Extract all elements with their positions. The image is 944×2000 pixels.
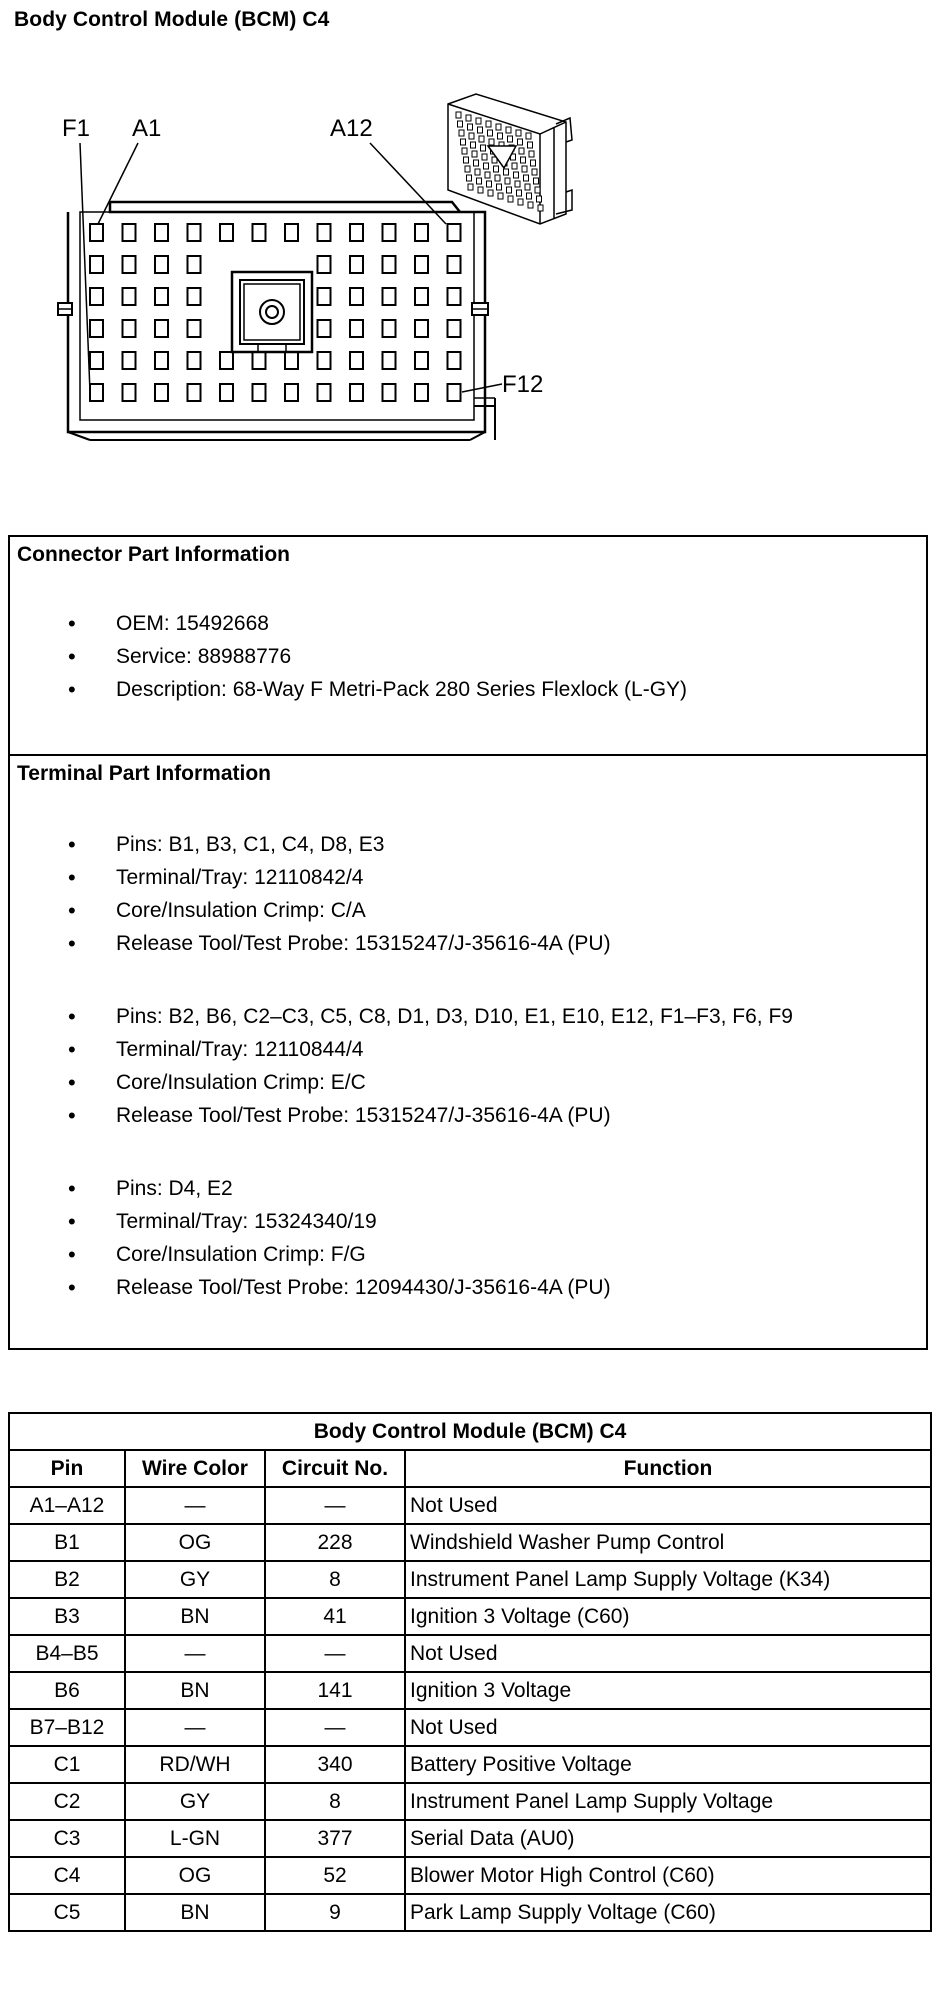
list-item: • Core/Insulation Crimp: C/A: [10, 894, 926, 927]
connector-info-heading: Connector Part Information: [17, 543, 291, 566]
function-cell: Instrument Panel Lamp Supply Voltage: [405, 1783, 931, 1820]
terminal-cavity-F11: [415, 384, 428, 401]
thumbnail-cavity: [472, 151, 477, 157]
wire-color-cell: RD/WH: [125, 1746, 265, 1783]
terminal-cavity-A8: [318, 224, 331, 241]
pin-cell: B6: [9, 1672, 125, 1709]
terminal-cavity-F8: [318, 384, 331, 401]
wire-color-cell: OG: [125, 1524, 265, 1561]
page-title: Body Control Module (BCM) C4: [14, 8, 330, 31]
function-cell: Instrument Panel Lamp Supply Voltage (K34): [405, 1561, 931, 1598]
thumbnail-cavity: [478, 187, 483, 193]
wire-color-cell: BN: [125, 1598, 265, 1635]
terminal-cavity-E5: [220, 352, 233, 369]
terminal-cavity-F9: [350, 384, 363, 401]
terminal-info-heading: Terminal Part Information: [17, 762, 271, 785]
table-row: [9, 1524, 931, 1561]
thumbnail-cavity: [534, 178, 539, 184]
thumbnail-cavity: [514, 172, 519, 178]
circuit-no-cell: —: [265, 1635, 405, 1672]
terminal-cavity-F1: [90, 384, 103, 401]
thumbnail-cavity: [507, 187, 512, 193]
terminal-cavity-A4: [188, 224, 201, 241]
list-item: • Pins: D4, E2: [10, 1172, 926, 1205]
function-cell: Serial Data (AU0): [405, 1820, 931, 1857]
thumbnail-cavity: [484, 163, 489, 169]
thumbnail-cavity: [461, 139, 466, 145]
thumbnail-cavity: [476, 118, 481, 124]
terminal-cavity-D9: [350, 320, 363, 337]
function-cell: Blower Motor High Control (C60): [405, 1857, 931, 1894]
thumbnail-cavity: [488, 190, 493, 196]
circuit-no-cell: 377: [265, 1820, 405, 1857]
terminal-cavity-D1: [90, 320, 103, 337]
circuit-no-cell: 9: [265, 1894, 405, 1931]
list-item: • OEM: 15492668: [10, 607, 926, 640]
list-item: • Terminal/Tray: 12110842/4: [10, 861, 926, 894]
thumbnail-cavity: [528, 202, 533, 208]
connector-part-information: [10, 537, 926, 756]
thumbnail-cavity: [464, 157, 469, 163]
pin-cell: B3: [9, 1598, 125, 1635]
thumbnail-cavity: [466, 115, 471, 121]
thumbnail-cavity: [498, 193, 503, 199]
terminal-cavity-A12: [448, 224, 461, 241]
thumbnail-cavity: [496, 124, 501, 130]
table-row: [9, 1635, 931, 1672]
pin-cell: A1–A12: [9, 1487, 125, 1524]
thumbnail-cavity: [522, 166, 527, 172]
list-item: • Pins: B1, B3, C1, C4, D8, E3: [10, 828, 926, 861]
terminal-cavity-A2: [123, 224, 136, 241]
function-cell: Windshield Washer Pump Control: [405, 1524, 931, 1561]
terminal-cavity-E8: [318, 352, 331, 369]
terminal-cavity-F2: [123, 384, 136, 401]
thumbnail-cavity: [527, 193, 532, 199]
thumbnail-cavity: [482, 154, 487, 160]
circuit-no-cell: 8: [265, 1561, 405, 1598]
thumbnail-cavity: [474, 160, 479, 166]
terminal-cavity-D10: [383, 320, 396, 337]
table-row: [9, 1487, 931, 1524]
table-row: [9, 1857, 931, 1894]
table-row: [9, 1598, 931, 1635]
pin-table: [8, 1412, 932, 1932]
pin-cell: B4–B5: [9, 1635, 125, 1672]
terminal-cavity-E1: [90, 352, 103, 369]
wire-color-cell: —: [125, 1709, 265, 1746]
thumbnail-cavity: [517, 190, 522, 196]
thumbnail-cavity: [508, 196, 513, 202]
list-item: • Release Tool/Test Probe: 15315247/J-35616-4A (PU): [10, 1099, 926, 1132]
terminal-cavity-A11: [415, 224, 428, 241]
thumbnail-cavity: [458, 121, 463, 127]
list-item: • Pins: B2, B6, C2–C3, C5, C8, D1, D3, D10, E1, E10, E12, F1–F3, F6, F9: [10, 1000, 926, 1033]
thumbnail-cavity: [518, 139, 523, 145]
thumbnail-cavity: [516, 130, 521, 136]
thumbnail-cavity: [515, 181, 520, 187]
circuit-no-cell: 8: [265, 1783, 405, 1820]
terminal-cavity-B9: [350, 256, 363, 273]
connector-info-list: [10, 607, 926, 706]
thumbnail-cavity: [525, 184, 530, 190]
terminal-cavity-F7: [285, 384, 298, 401]
terminal-cavity-B10: [383, 256, 396, 273]
thumbnail-cavity: [481, 145, 486, 151]
terminal-cavity-F3: [155, 384, 168, 401]
circuit-no-cell: —: [265, 1487, 405, 1524]
pin-cell: C3: [9, 1820, 125, 1857]
terminal-cavity-C4: [188, 288, 201, 305]
thumbnail-cavity: [497, 184, 502, 190]
terminal-cavity-A3: [155, 224, 168, 241]
thumbnail-cavity: [518, 199, 523, 205]
terminal-cavity-E11: [415, 352, 428, 369]
thumbnail-cavity: [526, 133, 531, 139]
list-item: • Release Tool/Test Probe: 15315247/J-35616-4A (PU): [10, 927, 926, 960]
table-row: [9, 1894, 931, 1931]
thumbnail-cavity: [468, 124, 473, 130]
terminal-cavity-B8: [318, 256, 331, 273]
terminal-cavity-D3: [155, 320, 168, 337]
pin-table-body: [9, 1487, 931, 1931]
terminal-cavity-E3: [155, 352, 168, 369]
callout-a12: A12: [330, 115, 373, 142]
thumbnail-cavity: [456, 112, 461, 118]
function-cell: Park Lamp Supply Voltage (C60): [405, 1894, 931, 1931]
thumbnail-cavity: [489, 139, 494, 145]
thumbnail-cavity: [512, 163, 517, 169]
circuit-no-cell: 52: [265, 1857, 405, 1894]
pin-cell: C2: [9, 1783, 125, 1820]
thumbnail-cavity: [538, 205, 543, 211]
circuit-no-cell: 228: [265, 1524, 405, 1561]
pin-cell: B2: [9, 1561, 125, 1598]
terminal-cavity-A5: [220, 224, 233, 241]
function-cell: Ignition 3 Voltage (C60): [405, 1598, 931, 1635]
thumbnail-cavity: [462, 148, 467, 154]
list-item: • Core/Insulation Crimp: F/G: [10, 1238, 926, 1271]
list-item: • Terminal/Tray: 12110844/4: [10, 1033, 926, 1066]
thumbnail-cavity: [505, 178, 510, 184]
terminal-group-3: [10, 1172, 926, 1304]
terminal-cavity-B2: [123, 256, 136, 273]
thumbnail-cavity: [521, 157, 526, 163]
terminal-cavity-D2: [123, 320, 136, 337]
terminal-cavity-C11: [415, 288, 428, 305]
callout-f1: F1: [62, 115, 91, 142]
terminal-cavity-F12: [448, 384, 461, 401]
terminal-cavity-B1: [90, 256, 103, 273]
callout-f12: F12: [502, 371, 544, 398]
thumbnail-cavity: [531, 160, 536, 166]
terminal-cavity-A10: [383, 224, 396, 241]
pin-cell: B1: [9, 1524, 125, 1561]
list-item: • Service: 88988776: [10, 640, 926, 673]
table-header-row: [9, 1450, 931, 1487]
column-header-wire-color: Wire Color: [125, 1450, 265, 1487]
terminal-cavity-A9: [350, 224, 363, 241]
terminal-cavity-F5: [220, 384, 233, 401]
thumbnail-cavity: [495, 175, 500, 181]
list-item: • Terminal/Tray: 15324340/19: [10, 1205, 926, 1238]
list-item: • Core/Insulation Crimp: E/C: [10, 1066, 926, 1099]
table-row: [9, 1561, 931, 1598]
function-cell: Ignition 3 Voltage: [405, 1672, 931, 1709]
terminal-cavity-E2: [123, 352, 136, 369]
table-row: [9, 1746, 931, 1783]
thumbnail-cavity: [487, 181, 492, 187]
terminal-cavity-F10: [383, 384, 396, 401]
thumbnail-cavity: [485, 172, 490, 178]
wire-color-cell: BN: [125, 1672, 265, 1709]
callout-a1: A1: [132, 115, 162, 142]
circuit-no-cell: 141: [265, 1672, 405, 1709]
thumbnail-cavity: [488, 130, 493, 136]
terminal-cavity-A6: [253, 224, 266, 241]
function-cell: Not Used: [405, 1635, 931, 1672]
center-latch: [232, 272, 312, 352]
thumbnail-cavity: [528, 142, 533, 148]
pin-cell: C1: [9, 1746, 125, 1783]
wire-color-cell: BN: [125, 1894, 265, 1931]
thumbnail-cavity: [459, 130, 464, 136]
thumbnail-cavity: [508, 136, 513, 142]
wire-color-cell: GY: [125, 1783, 265, 1820]
thumbnail-cavity: [486, 121, 491, 127]
thumbnail-cavity: [469, 133, 474, 139]
terminal-cavity-F6: [253, 384, 266, 401]
circuit-no-cell: 340: [265, 1746, 405, 1783]
terminal-cavity-C9: [350, 288, 363, 305]
column-header-function: Function: [405, 1450, 931, 1487]
function-cell: Battery Positive Voltage: [405, 1746, 931, 1783]
function-cell: Not Used: [405, 1709, 931, 1746]
wire-color-cell: —: [125, 1487, 265, 1524]
terminal-cavity-C8: [318, 288, 331, 305]
terminal-cavity-A1: [90, 224, 103, 241]
thumbnail-cavity: [504, 169, 509, 175]
terminal-group-1: [10, 828, 926, 960]
wire-color-cell: GY: [125, 1561, 265, 1598]
leader-f1: [80, 143, 90, 392]
terminal-cavity-B3: [155, 256, 168, 273]
terminal-cavity-E4: [188, 352, 201, 369]
thumbnail-cavity: [529, 151, 534, 157]
terminal-group-2: [10, 1000, 926, 1132]
pin-cell: B7–B12: [9, 1709, 125, 1746]
terminal-cavity-B4: [188, 256, 201, 273]
thumbnail-cavity: [537, 196, 542, 202]
terminal-cavity-C1: [90, 288, 103, 305]
table-row: [9, 1783, 931, 1820]
thumbnail-cavity: [535, 187, 540, 193]
terminal-cavity-E7: [285, 352, 298, 369]
thumbnail-cavity: [506, 127, 511, 133]
circuit-no-cell: —: [265, 1709, 405, 1746]
table-row: [9, 1709, 931, 1746]
thumbnail-cavity: [532, 169, 537, 175]
table-row: [9, 1672, 931, 1709]
terminal-part-information: [10, 756, 926, 1350]
thumbnail-cavity: [524, 175, 529, 181]
part-information-box: [8, 535, 928, 1350]
wire-color-cell: L-GN: [125, 1820, 265, 1857]
list-item: • Description: 68-Way F Metri-Pack 280 Series Flexlock (L-GY): [10, 673, 926, 706]
terminal-cavity-F4: [188, 384, 201, 401]
table-title-row: [9, 1413, 931, 1450]
thumbnail-cavity: [478, 127, 483, 133]
terminal-cavity-E9: [350, 352, 363, 369]
pin-cell: C4: [9, 1857, 125, 1894]
terminal-cavity-C2: [123, 288, 136, 305]
thumbnail-cavity: [498, 133, 503, 139]
terminal-cavity-C3: [155, 288, 168, 305]
table-title: Body Control Module (BCM) C4: [9, 1413, 931, 1450]
terminal-cavity-E6: [253, 352, 266, 369]
wire-color-cell: —: [125, 1635, 265, 1672]
function-cell: Not Used: [405, 1487, 931, 1524]
pin-cell: C5: [9, 1894, 125, 1931]
terminal-cavity-A7: [285, 224, 298, 241]
thumbnail-cavity: [519, 148, 524, 154]
terminal-cavity-B12: [448, 256, 461, 273]
terminal-cavity-C10: [383, 288, 396, 305]
terminal-cavity-D8: [318, 320, 331, 337]
circuit-no-cell: 41: [265, 1598, 405, 1635]
thumbnail-cavity: [477, 178, 482, 184]
terminal-cavity-D4: [188, 320, 201, 337]
terminal-cavity-E12: [448, 352, 461, 369]
table-row: [9, 1820, 931, 1857]
thumbnail-cavity: [475, 169, 480, 175]
terminal-cavity-E10: [383, 352, 396, 369]
connector-diagram: [0, 0, 944, 470]
terminal-cavity-B11: [415, 256, 428, 273]
terminal-cavity-D11: [415, 320, 428, 337]
thumbnail-cavity: [471, 142, 476, 148]
thumbnail-cavity: [479, 136, 484, 142]
column-header-circuit-no: Circuit No.: [265, 1450, 405, 1487]
thumbnail-cavity: [465, 166, 470, 172]
list-item: • Release Tool/Test Probe: 12094430/J-35616-4A (PU): [10, 1271, 926, 1304]
thumbnail-cavity: [468, 184, 473, 190]
thumbnail-cavity: [494, 166, 499, 172]
thumbnail-cavity: [467, 175, 472, 181]
column-header-pin: Pin: [9, 1450, 125, 1487]
terminal-cavity-C12: [448, 288, 461, 305]
connector-thumbnail: [448, 94, 572, 224]
leader-f12: [462, 384, 502, 392]
terminal-cavity-D12: [448, 320, 461, 337]
wire-color-cell: OG: [125, 1857, 265, 1894]
